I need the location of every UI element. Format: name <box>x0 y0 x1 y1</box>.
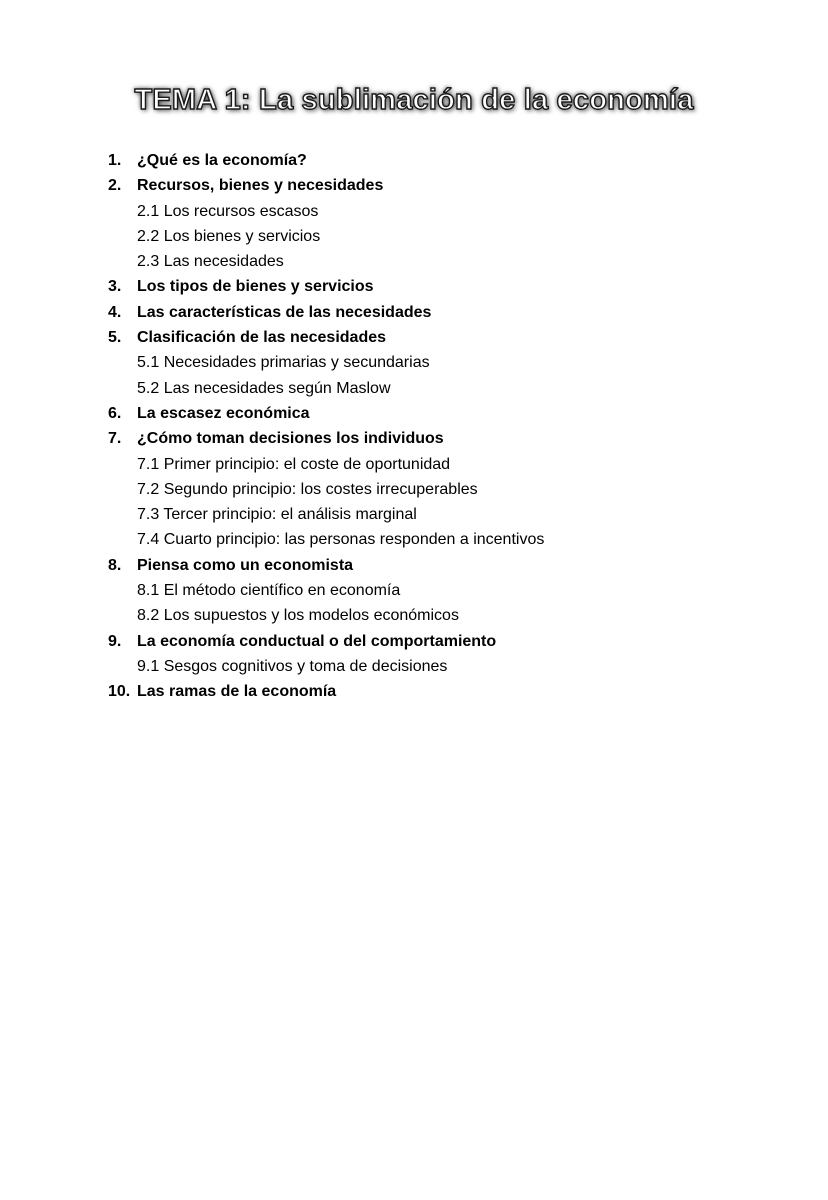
toc-item-3 <box>108 274 788 299</box>
toc-subitem-2-3: 2.3 Las necesidades <box>137 253 284 271</box>
toc-item-text: Las ramas de la economía <box>137 683 337 701</box>
toc-item-text: La economía conductual o del comportamiento <box>137 632 497 650</box>
toc-item-number: 8. <box>108 556 122 574</box>
toc-subitem-2-1: 2.1 Los recursos escasos <box>137 202 319 220</box>
page-title: TEMA 1: La sublimación de la economía <box>134 84 694 116</box>
toc-item-text: Las características de las necesidades <box>137 303 432 321</box>
toc-subitem-7-2: 7.2 Segundo principio: los costes irrecuperables <box>137 480 478 498</box>
toc-item-1 <box>108 148 788 173</box>
toc-item-text: ¿Qué es la economía? <box>137 152 307 169</box>
toc-item-text: Clasificación de las necesidades <box>137 329 387 347</box>
toc-item-number: 10. <box>108 683 131 701</box>
toc-item-2 <box>108 173 788 198</box>
toc-item-8 <box>108 553 788 578</box>
toc-subitem-7-3: 7.3 Tercer principio: el análisis marginal <box>137 506 417 524</box>
toc-item-5 <box>108 325 788 350</box>
toc-item-6 <box>108 401 788 426</box>
toc-item-text: La escasez económica <box>137 404 310 422</box>
toc-subitem-2-2: 2.2 Los bienes y servicios <box>137 227 321 245</box>
toc-item-4 <box>108 300 788 325</box>
toc-item-9 <box>108 629 788 654</box>
toc-item-text: ¿Cómo toman decisiones los individuos <box>137 430 444 448</box>
toc-item-text: Piensa como un economista <box>137 556 354 574</box>
toc-item-text: Recursos, bienes y necesidades <box>137 177 384 195</box>
toc-item-number: 2. <box>108 177 122 195</box>
table-of-contents <box>108 148 788 705</box>
toc-item-number: 4. <box>108 303 122 321</box>
toc-item-7 <box>108 426 788 451</box>
toc-item-text: Los tipos de bienes y servicios <box>137 278 374 296</box>
toc-subitem-7-4: 7.4 Cuarto principio: las personas responden a incentivos <box>137 531 545 549</box>
toc-subitem-8-2: 8.2 Los supuestos y los modelos económicos <box>137 607 459 625</box>
toc-subitem-7-1: 7.1 Primer principio: el coste de oportunidad <box>137 455 451 473</box>
toc-subitem-8-1: 8.1 El método científico en economía <box>137 582 401 600</box>
toc-item-number: 3. <box>108 278 122 296</box>
toc-subitem-5-1: 5.1 Necesidades primarias y secundarias <box>137 354 430 372</box>
toc-item-10 <box>108 679 788 704</box>
toc-subitem-9-1: 9.1 Sesgos cognitivos y toma de decisiones <box>137 657 448 675</box>
toc-item-number: 7. <box>108 430 122 448</box>
toc-subitem-5-2: 5.2 Las necesidades según Maslow <box>137 379 391 397</box>
toc-item-number: 6. <box>108 404 122 422</box>
toc-item-number: 1. <box>108 152 122 169</box>
toc-item-number: 5. <box>108 329 122 347</box>
toc-item-number: 9. <box>108 632 122 650</box>
